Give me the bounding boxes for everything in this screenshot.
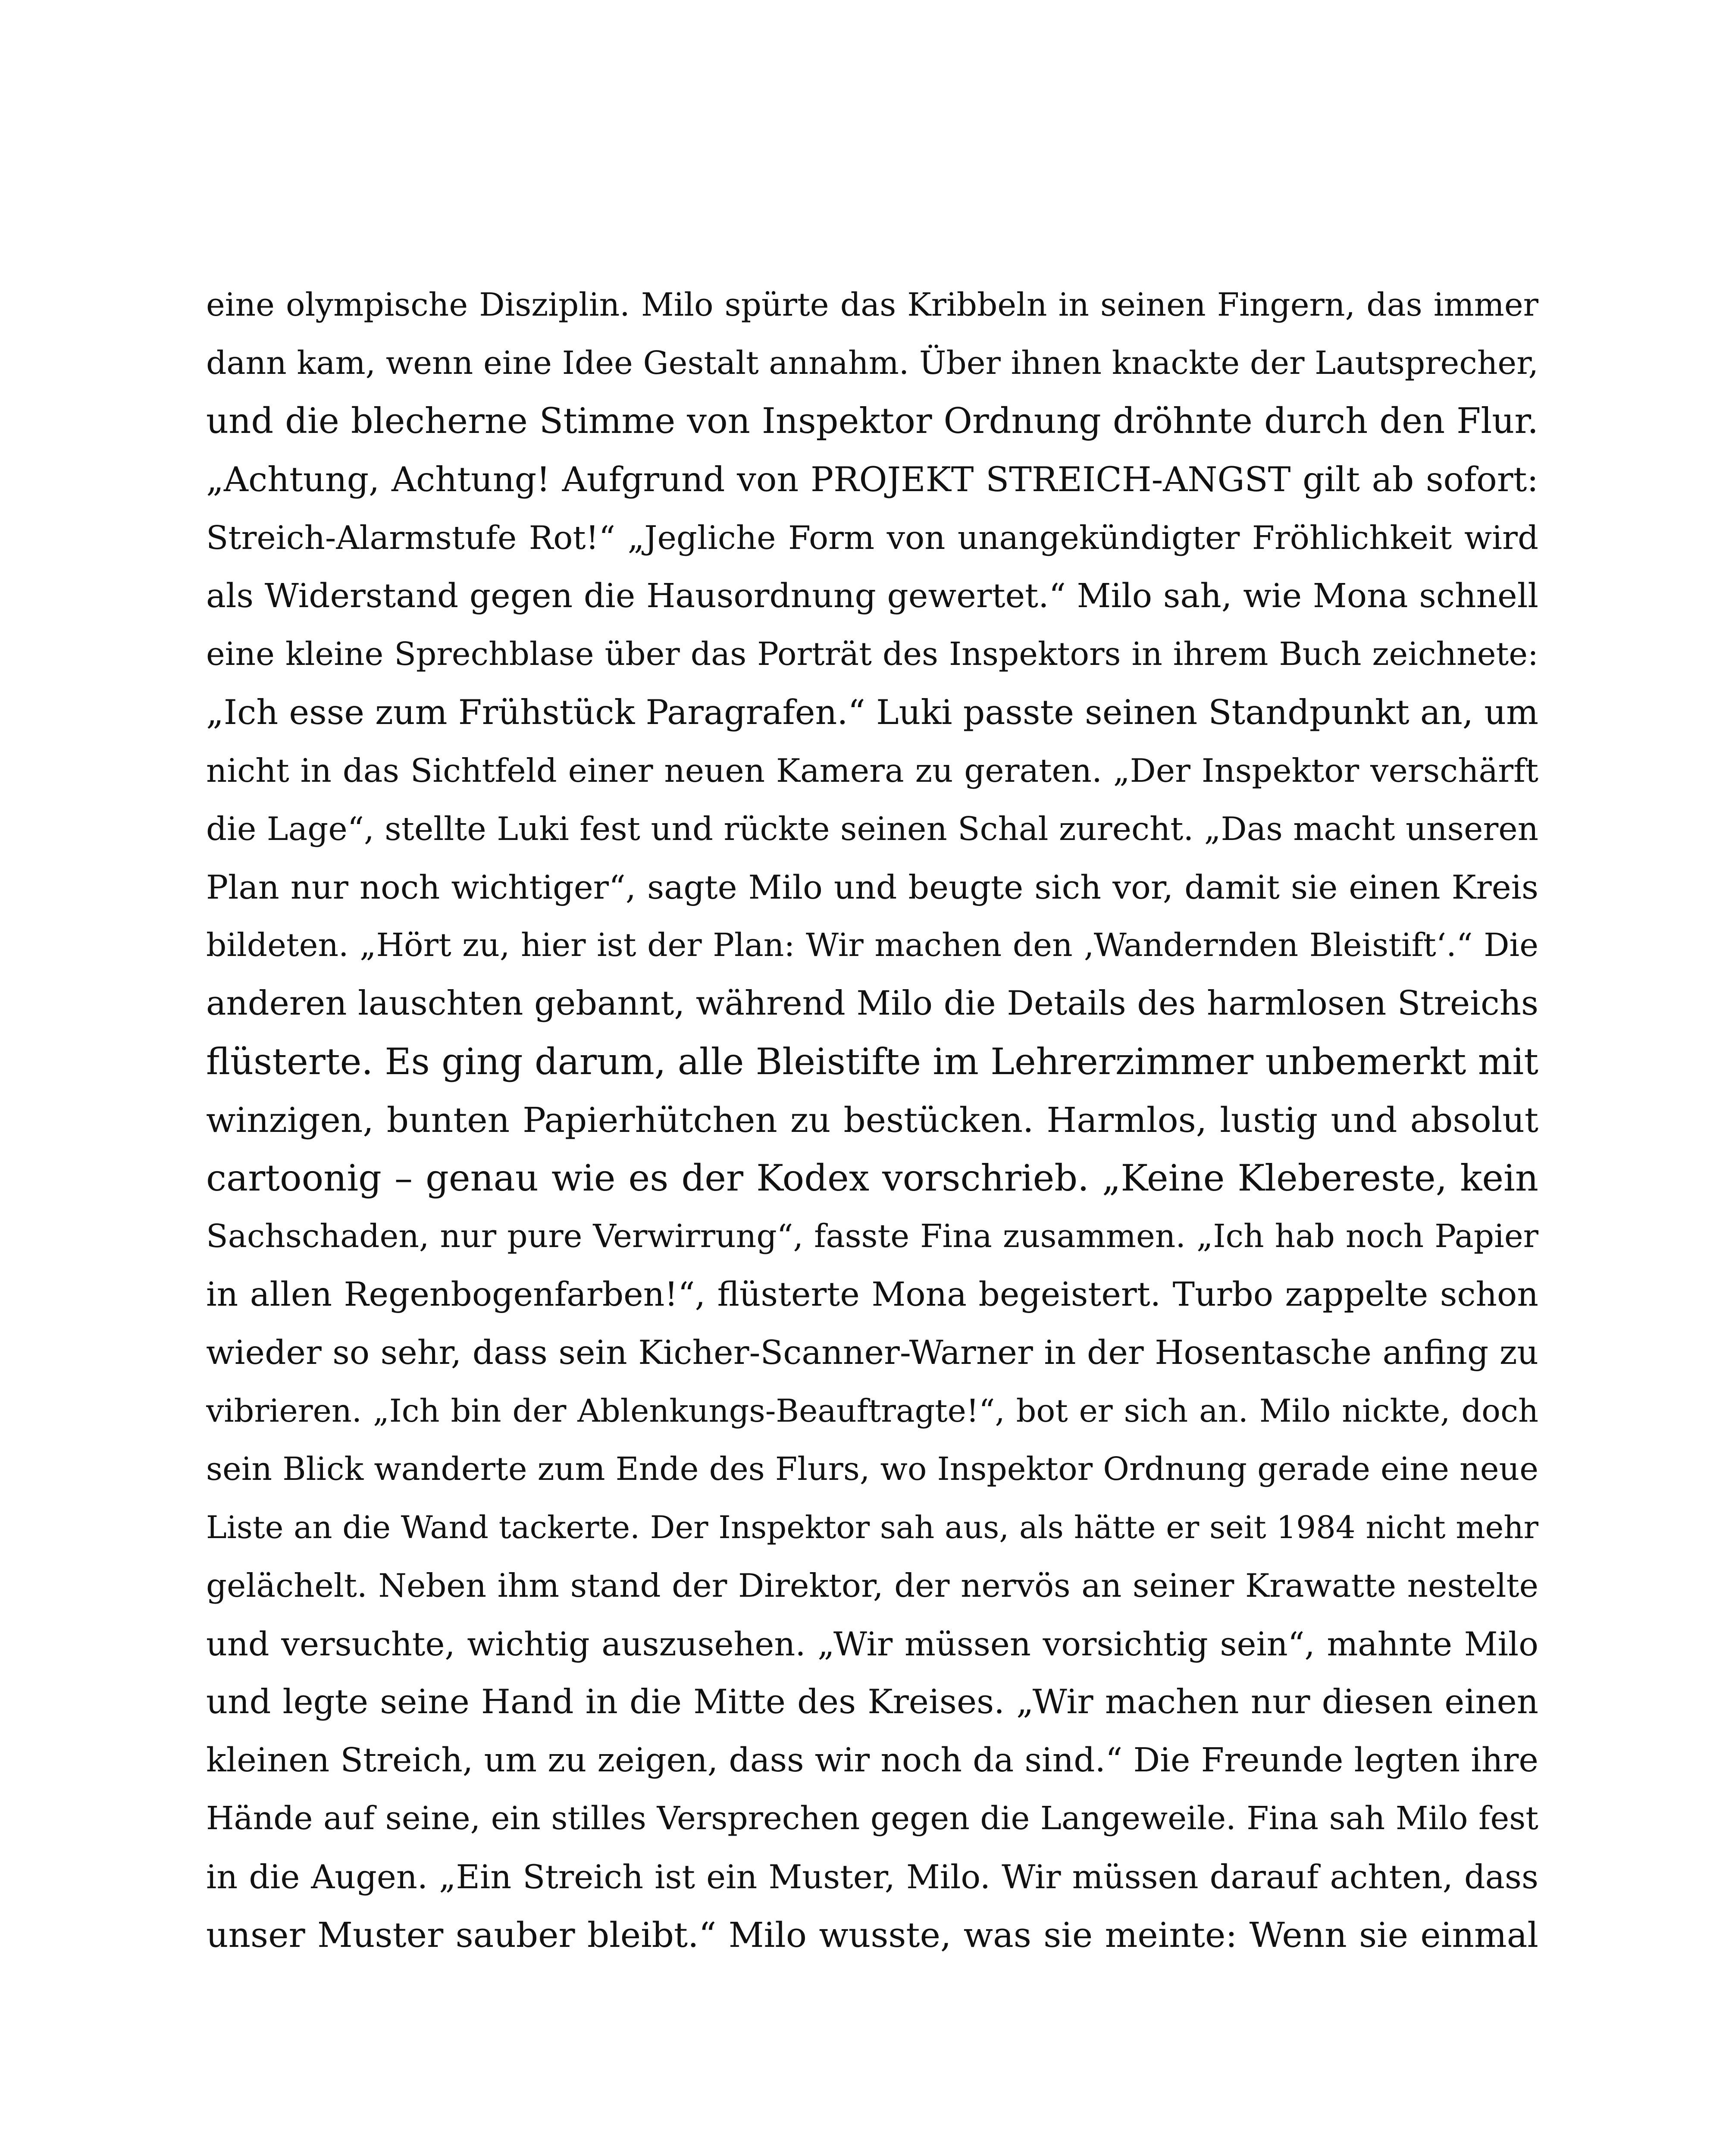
text-line: gelächelt. Neben ihm stand der Direktor, der nervös an seiner Krawatte nestelte (206, 1567, 1538, 1604)
text-line: und legte seine Hand in die Mitte des Kreises. „Wir machen nur diesen einen (206, 1683, 1538, 1721)
text-line: und versuchte, wichtig auszusehen. „Wir müssen vorsichtig sein“, mahnte Milo (206, 1625, 1538, 1663)
text-line: eine olympische Disziplin. Milo spürte das Kribbeln in seinen Fingern, das immer (206, 286, 1538, 323)
text-line: Hände auf seine, ein stilles Versprechen gegen die Langeweile. Fina sah Milo fest (206, 1800, 1538, 1837)
body-text (206, 276, 1538, 1964)
text-line: als Widerstand gegen die Hausordnung gewertet.“ Milo sah, wie Mona schnell (206, 577, 1538, 615)
text-line: cartoonig – genau wie es der Kodex vorschrieb. „Keine Klebereste, kein (206, 1157, 1538, 1199)
text-line: dann kam, wenn eine Idee Gestalt annahm. Über ihnen knackte der Lautsprecher, (206, 345, 1538, 382)
text-line: eine kleine Sprechblase über das Porträt des Inspektors in ihrem Buch zeichnete: (206, 636, 1538, 673)
text-line: anderen lauschten gebannt, während Milo die Details des harmlosen Streichs (206, 984, 1538, 1023)
text-line: flüsterte. Es ging darum, alle Bleistifte im Lehrerzimmer unbemerkt mit (206, 1040, 1538, 1083)
text-line: in die Augen. „Ein Streich ist ein Muster, Milo. Wir müssen darauf achten, dass (206, 1858, 1538, 1896)
text-line: Sachschaden, nur pure Verwirrung“, fasste Fina zusammen. „Ich hab noch Papier (206, 1218, 1538, 1255)
text-line: bildeten. „Hört zu, hier ist der Plan: Wir machen den ‚Wandernden Bleistift‘.“ Die (206, 927, 1538, 964)
text-line: vibrieren. „Ich bin der Ablenkungs-Beauftragte!“, bot er sich an. Milo nickte, doch (206, 1393, 1538, 1429)
text-line: und die blecherne Stimme von Inspektor Ordnung dröhnte durch den Flur. (206, 401, 1538, 442)
text-line: sein Blick wanderte zum Ende des Flurs, wo Inspektor Ordnung gerade eine neue (206, 1451, 1538, 1488)
text-line: winzigen, bunten Papierhütchen zu bestücken. Harmlos, lustig und absolut (206, 1100, 1538, 1140)
text-line: „Ich esse zum Frühstück Paragrafen.“ Luki passte seinen Standpunkt an, um (206, 693, 1538, 732)
text-line: unser Muster sauber bleibt.“ Milo wusste, was sie meinte: Wenn sie einmal (206, 1915, 1538, 1955)
text-line: in allen Regenbogenfarben!“, flüsterte Mona begeistert. Turbo zappelte schon (206, 1275, 1538, 1314)
text-line: wieder so sehr, dass sein Kicher-Scanner-Warner in der Hosentasche anfing zu (206, 1334, 1538, 1372)
text-line: die Lage“, stellte Luki fest und rückte seinen Schal zurecht. „Das macht unseren (206, 810, 1538, 848)
text-line: Plan nur noch wichtiger“, sagte Milo und beugte sich vor, damit sie einen Kreis (206, 868, 1538, 906)
text-line: nicht in das Sichtfeld einer neuen Kamera zu geraten. „Der Inspektor verschärft (206, 752, 1538, 790)
text-line: Streich-Alarmstufe Rot!“ „Jegliche Form von unangekündigter Fröhlichkeit wird (206, 519, 1538, 557)
text-line: „Achtung, Achtung! Aufgrund von PROJEKT STREICH-ANGST gilt ab sofort: (206, 460, 1538, 499)
text-line: kleinen Streich, um zu zeigen, dass wir noch da sind.“ Die Freunde legten ihre (206, 1741, 1538, 1780)
text-line: Liste an die Wand tackerte. Der Inspektor sah aus, als hätte er seit 1984 nicht mehr (206, 1509, 1538, 1545)
